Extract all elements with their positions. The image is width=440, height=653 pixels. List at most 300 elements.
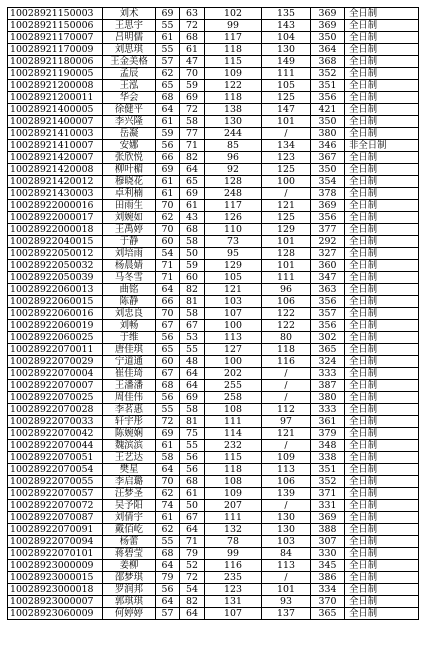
score-4-cell: 123 bbox=[262, 152, 311, 164]
score-2-cell: 59 bbox=[180, 260, 205, 272]
score-1-cell: 61 bbox=[156, 32, 180, 44]
candidate-name-cell: 岳凝 bbox=[103, 128, 156, 140]
candidate-name-cell: 张欣悦 bbox=[103, 152, 156, 164]
total-score-cell: 369 bbox=[311, 8, 345, 20]
score-3-cell: 111 bbox=[205, 416, 262, 428]
score-3-cell: 244 bbox=[205, 128, 262, 140]
score-3-cell: 111 bbox=[205, 512, 262, 524]
total-score-cell: 421 bbox=[311, 104, 345, 116]
table-row bbox=[8, 272, 419, 284]
score-2-cell: 64 bbox=[180, 368, 205, 380]
score-3-cell: 118 bbox=[205, 44, 262, 56]
candidate-id-cell: 10028922060013 bbox=[8, 284, 103, 296]
score-3-cell: 127 bbox=[205, 344, 262, 356]
total-score-cell: 333 bbox=[311, 404, 345, 416]
total-score-cell: 351 bbox=[311, 80, 345, 92]
study-mode-cell: 全日制 bbox=[345, 32, 419, 44]
score-1-cell: 70 bbox=[156, 476, 180, 488]
candidate-name-cell: 陈静 bbox=[103, 296, 156, 308]
study-mode-cell: 全日制 bbox=[345, 212, 419, 224]
candidate-name-cell: 马冬雪 bbox=[103, 272, 156, 284]
study-mode-cell: 全日制 bbox=[345, 464, 419, 476]
candidate-name-cell: 戴佰屹 bbox=[103, 524, 156, 536]
study-mode-cell: 全日制 bbox=[345, 512, 419, 524]
score-2-cell: 55 bbox=[180, 344, 205, 356]
score-1-cell: 61 bbox=[156, 116, 180, 128]
score-2-cell: 58 bbox=[180, 308, 205, 320]
score-4-cell: 111 bbox=[262, 272, 311, 284]
score-1-cell: 55 bbox=[156, 536, 180, 548]
candidate-name-cell: 卓利楠 bbox=[103, 188, 156, 200]
study-mode-cell: 全日制 bbox=[345, 332, 419, 344]
score-4-cell: 130 bbox=[262, 524, 311, 536]
study-mode-cell: 全日制 bbox=[345, 56, 419, 68]
score-3-cell: 99 bbox=[205, 20, 262, 32]
table-row bbox=[8, 572, 419, 584]
total-score-cell: 363 bbox=[311, 284, 345, 296]
study-mode-cell: 全日制 bbox=[345, 152, 419, 164]
study-mode-cell: 全日制 bbox=[345, 284, 419, 296]
total-score-cell: 354 bbox=[311, 176, 345, 188]
candidate-id-cell: 10028922000017 bbox=[8, 212, 103, 224]
candidate-id-cell: 10028921150003 bbox=[8, 8, 103, 20]
table-row bbox=[8, 296, 419, 308]
score-4-cell: 97 bbox=[262, 416, 311, 428]
score-2-cell: 81 bbox=[180, 416, 205, 428]
candidate-name-cell: 杨蕾 bbox=[103, 536, 156, 548]
candidate-name-cell: 柳叶楣 bbox=[103, 164, 156, 176]
candidate-name-cell: 华会 bbox=[103, 92, 156, 104]
candidate-name-cell: 刘婉如 bbox=[103, 212, 156, 224]
candidate-id-cell: 10028922000018 bbox=[8, 224, 103, 236]
score-4-cell: 101 bbox=[262, 116, 311, 128]
table-row bbox=[8, 152, 419, 164]
score-4-cell: 106 bbox=[262, 476, 311, 488]
score-3-cell: 115 bbox=[205, 56, 262, 68]
candidate-id-cell: 10028922070051 bbox=[8, 452, 103, 464]
table-row bbox=[8, 68, 419, 80]
total-score-cell: 361 bbox=[311, 416, 345, 428]
candidate-id-cell: 10028922050012 bbox=[8, 248, 103, 260]
score-2-cell: 47 bbox=[180, 56, 205, 68]
score-3-cell: 117 bbox=[205, 32, 262, 44]
score-2-cell: 71 bbox=[180, 536, 205, 548]
candidate-id-cell: 10028921420012 bbox=[8, 176, 103, 188]
score-1-cell: 64 bbox=[156, 596, 180, 608]
total-score-cell: 357 bbox=[311, 308, 345, 320]
score-1-cell: 65 bbox=[156, 344, 180, 356]
candidate-id-cell: 10028921400007 bbox=[8, 116, 103, 128]
candidate-id-cell: 10028922060016 bbox=[8, 308, 103, 320]
score-4-cell: / bbox=[262, 572, 311, 584]
score-2-cell: 60 bbox=[180, 272, 205, 284]
table-row bbox=[8, 116, 419, 128]
score-4-cell: / bbox=[262, 392, 311, 404]
total-score-cell: 356 bbox=[311, 296, 345, 308]
total-score-cell: 356 bbox=[311, 92, 345, 104]
table-row bbox=[8, 32, 419, 44]
study-mode-cell: 全日制 bbox=[345, 92, 419, 104]
score-4-cell: 118 bbox=[262, 344, 311, 356]
study-mode-cell: 全日制 bbox=[345, 404, 419, 416]
study-mode-cell: 全日制 bbox=[345, 608, 419, 620]
score-2-cell: 54 bbox=[180, 584, 205, 596]
study-mode-cell: 全日制 bbox=[345, 68, 419, 80]
score-3-cell: 122 bbox=[205, 80, 262, 92]
score-3-cell: 100 bbox=[205, 320, 262, 332]
total-score-cell: 331 bbox=[311, 500, 345, 512]
score-3-cell: 100 bbox=[205, 356, 262, 368]
score-2-cell: 72 bbox=[180, 572, 205, 584]
score-1-cell: 60 bbox=[156, 236, 180, 248]
score-4-cell: 106 bbox=[262, 296, 311, 308]
table-row bbox=[8, 128, 419, 140]
total-score-cell: 347 bbox=[311, 272, 345, 284]
score-4-cell: 128 bbox=[262, 248, 311, 260]
score-1-cell: 56 bbox=[156, 584, 180, 596]
score-3-cell: 102 bbox=[205, 8, 262, 20]
score-2-cell: 59 bbox=[180, 80, 205, 92]
study-mode-cell: 全日制 bbox=[345, 380, 419, 392]
candidate-name-cell: 李茗惠 bbox=[103, 404, 156, 416]
score-4-cell: 129 bbox=[262, 224, 311, 236]
score-1-cell: 64 bbox=[156, 560, 180, 572]
study-mode-cell: 全日制 bbox=[345, 416, 419, 428]
score-2-cell: 64 bbox=[180, 524, 205, 536]
study-mode-cell: 全日制 bbox=[345, 176, 419, 188]
score-2-cell: 63 bbox=[180, 8, 205, 20]
score-3-cell: 138 bbox=[205, 104, 262, 116]
candidate-id-cell: 10028921180006 bbox=[8, 56, 103, 68]
candidate-id-cell: 10028922070044 bbox=[8, 440, 103, 452]
score-4-cell: 109 bbox=[262, 452, 311, 464]
total-score-cell: 370 bbox=[311, 596, 345, 608]
score-1-cell: 69 bbox=[156, 428, 180, 440]
candidate-id-cell: 10028921200008 bbox=[8, 80, 103, 92]
score-1-cell: 56 bbox=[156, 332, 180, 344]
table-row bbox=[8, 344, 419, 356]
study-mode-cell: 全日制 bbox=[345, 164, 419, 176]
score-3-cell: 130 bbox=[205, 116, 262, 128]
candidate-id-cell: 10028922070025 bbox=[8, 392, 103, 404]
candidate-id-cell: 10028923000015 bbox=[8, 572, 103, 584]
score-4-cell: / bbox=[262, 188, 311, 200]
candidate-name-cell: 汪梦圣 bbox=[103, 488, 156, 500]
score-4-cell: 101 bbox=[262, 584, 311, 596]
score-2-cell: 82 bbox=[180, 284, 205, 296]
candidate-id-cell: 10028923060009 bbox=[8, 608, 103, 620]
total-score-cell: 371 bbox=[311, 488, 345, 500]
total-score-cell: 356 bbox=[311, 212, 345, 224]
total-score-cell: 364 bbox=[311, 44, 345, 56]
score-2-cell: 71 bbox=[180, 140, 205, 152]
table-row bbox=[8, 524, 419, 536]
candidate-name-cell: 刘培雨 bbox=[103, 248, 156, 260]
score-1-cell: 67 bbox=[156, 320, 180, 332]
study-mode-cell: 全日制 bbox=[345, 200, 419, 212]
score-4-cell: / bbox=[262, 368, 311, 380]
candidate-id-cell: 10028922070057 bbox=[8, 488, 103, 500]
score-2-cell: 64 bbox=[180, 380, 205, 392]
score-3-cell: 207 bbox=[205, 500, 262, 512]
total-score-cell: 351 bbox=[311, 464, 345, 476]
candidate-id-cell: 10028922050039 bbox=[8, 272, 103, 284]
candidate-id-cell: 10028922070004 bbox=[8, 368, 103, 380]
total-score-cell: 350 bbox=[311, 32, 345, 44]
total-score-cell: 386 bbox=[311, 572, 345, 584]
table-row bbox=[8, 392, 419, 404]
score-1-cell: 69 bbox=[156, 164, 180, 176]
score-2-cell: 61 bbox=[180, 488, 205, 500]
candidate-name-cell: 刘术 bbox=[103, 8, 156, 20]
score-4-cell: / bbox=[262, 440, 311, 452]
score-3-cell: 108 bbox=[205, 476, 262, 488]
score-table bbox=[7, 7, 419, 620]
score-2-cell: 69 bbox=[180, 188, 205, 200]
candidate-id-cell: 10028922070029 bbox=[8, 356, 103, 368]
score-1-cell: 66 bbox=[156, 296, 180, 308]
table-row bbox=[8, 560, 419, 572]
score-1-cell: 62 bbox=[156, 68, 180, 80]
table-row bbox=[8, 608, 419, 620]
score-4-cell: 134 bbox=[262, 140, 311, 152]
study-mode-cell: 全日制 bbox=[345, 428, 419, 440]
study-mode-cell: 全日制 bbox=[345, 236, 419, 248]
score-4-cell: 125 bbox=[262, 92, 311, 104]
score-2-cell: 58 bbox=[180, 116, 205, 128]
score-2-cell: 61 bbox=[180, 200, 205, 212]
study-mode-cell: 全日制 bbox=[345, 248, 419, 260]
study-mode-cell: 非全日制 bbox=[345, 140, 419, 152]
table-row bbox=[8, 104, 419, 116]
score-3-cell: 123 bbox=[205, 584, 262, 596]
score-4-cell: 139 bbox=[262, 488, 311, 500]
score-1-cell: 58 bbox=[156, 452, 180, 464]
total-score-cell: 379 bbox=[311, 428, 345, 440]
study-mode-cell: 全日制 bbox=[345, 596, 419, 608]
score-1-cell: 55 bbox=[156, 44, 180, 56]
candidate-name-cell: 宁道通 bbox=[103, 356, 156, 368]
candidate-id-cell: 10028922070087 bbox=[8, 512, 103, 524]
candidate-id-cell: 10028922070033 bbox=[8, 416, 103, 428]
score-4-cell: 105 bbox=[262, 80, 311, 92]
score-3-cell: 110 bbox=[205, 224, 262, 236]
table-row bbox=[8, 512, 419, 524]
score-1-cell: 61 bbox=[156, 176, 180, 188]
candidate-id-cell: 10028922050032 bbox=[8, 260, 103, 272]
candidate-id-cell: 10028922070094 bbox=[8, 536, 103, 548]
score-3-cell: 95 bbox=[205, 248, 262, 260]
score-2-cell: 79 bbox=[180, 548, 205, 560]
candidate-id-cell: 10028922070091 bbox=[8, 524, 103, 536]
score-1-cell: 59 bbox=[156, 128, 180, 140]
study-mode-cell: 全日制 bbox=[345, 356, 419, 368]
score-2-cell: 75 bbox=[180, 428, 205, 440]
score-3-cell: 113 bbox=[205, 332, 262, 344]
table-row bbox=[8, 140, 419, 152]
table-row bbox=[8, 536, 419, 548]
score-2-cell: 50 bbox=[180, 248, 205, 260]
score-3-cell: 92 bbox=[205, 164, 262, 176]
score-1-cell: 62 bbox=[156, 488, 180, 500]
candidate-id-cell: 10028922060025 bbox=[8, 332, 103, 344]
score-2-cell: 77 bbox=[180, 128, 205, 140]
table-row bbox=[8, 500, 419, 512]
candidate-name-cell: 孟辰 bbox=[103, 68, 156, 80]
score-1-cell: 71 bbox=[156, 260, 180, 272]
total-score-cell: 352 bbox=[311, 68, 345, 80]
score-2-cell: 70 bbox=[180, 68, 205, 80]
total-score-cell: 365 bbox=[311, 608, 345, 620]
candidate-name-cell: 陈婉娴 bbox=[103, 428, 156, 440]
score-3-cell: 129 bbox=[205, 260, 262, 272]
study-mode-cell: 全日制 bbox=[345, 440, 419, 452]
candidate-name-cell: 唐佳琪 bbox=[103, 344, 156, 356]
total-score-cell: 352 bbox=[311, 476, 345, 488]
candidate-name-cell: 杨晨婧 bbox=[103, 260, 156, 272]
score-3-cell: 108 bbox=[205, 404, 262, 416]
score-2-cell: 68 bbox=[180, 224, 205, 236]
score-2-cell: 58 bbox=[180, 236, 205, 248]
table-row bbox=[8, 596, 419, 608]
candidate-name-cell: 樊星 bbox=[103, 464, 156, 476]
score-4-cell: 100 bbox=[262, 176, 311, 188]
study-mode-cell: 全日制 bbox=[345, 296, 419, 308]
candidate-name-cell: 崔佳琦 bbox=[103, 368, 156, 380]
candidate-name-cell: 罗润邦 bbox=[103, 584, 156, 596]
candidate-name-cell: 刘畅 bbox=[103, 320, 156, 332]
score-3-cell: 255 bbox=[205, 380, 262, 392]
score-1-cell: 69 bbox=[156, 8, 180, 20]
score-4-cell: 125 bbox=[262, 212, 311, 224]
score-3-cell: 117 bbox=[205, 200, 262, 212]
total-score-cell: 292 bbox=[311, 236, 345, 248]
score-1-cell: 72 bbox=[156, 416, 180, 428]
study-mode-cell: 全日制 bbox=[345, 548, 419, 560]
score-1-cell: 65 bbox=[156, 80, 180, 92]
total-score-cell: 368 bbox=[311, 56, 345, 68]
table-row bbox=[8, 488, 419, 500]
score-1-cell: 61 bbox=[156, 440, 180, 452]
score-2-cell: 53 bbox=[180, 332, 205, 344]
study-mode-cell: 全日制 bbox=[345, 224, 419, 236]
total-score-cell: 369 bbox=[311, 512, 345, 524]
score-4-cell: 103 bbox=[262, 536, 311, 548]
score-table-body bbox=[8, 8, 419, 620]
score-3-cell: 103 bbox=[205, 296, 262, 308]
candidate-id-cell: 10028922070054 bbox=[8, 464, 103, 476]
score-4-cell: 147 bbox=[262, 104, 311, 116]
score-3-cell: 85 bbox=[205, 140, 262, 152]
study-mode-cell: 全日制 bbox=[345, 260, 419, 272]
study-mode-cell: 全日制 bbox=[345, 8, 419, 20]
total-score-cell: 380 bbox=[311, 392, 345, 404]
score-3-cell: 107 bbox=[205, 308, 262, 320]
score-2-cell: 67 bbox=[180, 320, 205, 332]
score-1-cell: 70 bbox=[156, 224, 180, 236]
study-mode-cell: 全日制 bbox=[345, 572, 419, 584]
total-score-cell: 360 bbox=[311, 260, 345, 272]
candidate-name-cell: 吕明儒 bbox=[103, 32, 156, 44]
table-row bbox=[8, 368, 419, 380]
score-4-cell: 137 bbox=[262, 608, 311, 620]
score-3-cell: 99 bbox=[205, 548, 262, 560]
candidate-name-cell: 郭琪琪 bbox=[103, 596, 156, 608]
total-score-cell: 378 bbox=[311, 188, 345, 200]
score-4-cell: 122 bbox=[262, 308, 311, 320]
score-3-cell: 109 bbox=[205, 68, 262, 80]
table-row bbox=[8, 380, 419, 392]
score-4-cell: 112 bbox=[262, 404, 311, 416]
total-score-cell: 345 bbox=[311, 560, 345, 572]
score-4-cell: 113 bbox=[262, 464, 311, 476]
score-1-cell: 61 bbox=[156, 188, 180, 200]
study-mode-cell: 全日制 bbox=[345, 44, 419, 56]
total-score-cell: 350 bbox=[311, 164, 345, 176]
total-score-cell: 356 bbox=[311, 320, 345, 332]
candidate-id-cell: 10028923000009 bbox=[8, 560, 103, 572]
score-3-cell: 107 bbox=[205, 608, 262, 620]
total-score-cell: 346 bbox=[311, 140, 345, 152]
score-4-cell: 135 bbox=[262, 8, 311, 20]
score-1-cell: 57 bbox=[156, 56, 180, 68]
score-4-cell: 84 bbox=[262, 548, 311, 560]
score-4-cell: 104 bbox=[262, 32, 311, 44]
score-3-cell: 128 bbox=[205, 176, 262, 188]
score-4-cell: 121 bbox=[262, 428, 311, 440]
candidate-name-cell: 王泓 bbox=[103, 80, 156, 92]
table-row bbox=[8, 44, 419, 56]
score-1-cell: 68 bbox=[156, 92, 180, 104]
score-4-cell: 101 bbox=[262, 236, 311, 248]
table-row bbox=[8, 224, 419, 236]
candidate-id-cell: 10028922060015 bbox=[8, 296, 103, 308]
table-row bbox=[8, 212, 419, 224]
study-mode-cell: 全日制 bbox=[345, 368, 419, 380]
score-1-cell: 70 bbox=[156, 200, 180, 212]
table-row bbox=[8, 200, 419, 212]
score-2-cell: 82 bbox=[180, 596, 205, 608]
candidate-name-cell: 刘思琪 bbox=[103, 44, 156, 56]
score-4-cell: 122 bbox=[262, 320, 311, 332]
candidate-name-cell: 吴予阳 bbox=[103, 500, 156, 512]
score-2-cell: 67 bbox=[180, 512, 205, 524]
study-mode-cell: 全日制 bbox=[345, 80, 419, 92]
score-2-cell: 72 bbox=[180, 104, 205, 116]
score-4-cell: 101 bbox=[262, 260, 311, 272]
total-score-cell: 369 bbox=[311, 20, 345, 32]
table-row bbox=[8, 320, 419, 332]
candidate-name-cell: 王金美格 bbox=[103, 56, 156, 68]
score-3-cell: 232 bbox=[205, 440, 262, 452]
candidate-name-cell: 徐健平 bbox=[103, 104, 156, 116]
candidate-id-cell: 10028922070028 bbox=[8, 404, 103, 416]
study-mode-cell: 全日制 bbox=[345, 500, 419, 512]
study-mode-cell: 全日制 bbox=[345, 320, 419, 332]
score-4-cell: 113 bbox=[262, 560, 311, 572]
table-row bbox=[8, 260, 419, 272]
total-score-cell: 334 bbox=[311, 584, 345, 596]
score-2-cell: 82 bbox=[180, 152, 205, 164]
score-1-cell: 66 bbox=[156, 152, 180, 164]
study-mode-cell: 全日制 bbox=[345, 488, 419, 500]
total-score-cell: 302 bbox=[311, 332, 345, 344]
score-4-cell: 80 bbox=[262, 332, 311, 344]
total-score-cell: 387 bbox=[311, 380, 345, 392]
table-row bbox=[8, 404, 419, 416]
score-2-cell: 55 bbox=[180, 440, 205, 452]
total-score-cell: 338 bbox=[311, 452, 345, 464]
